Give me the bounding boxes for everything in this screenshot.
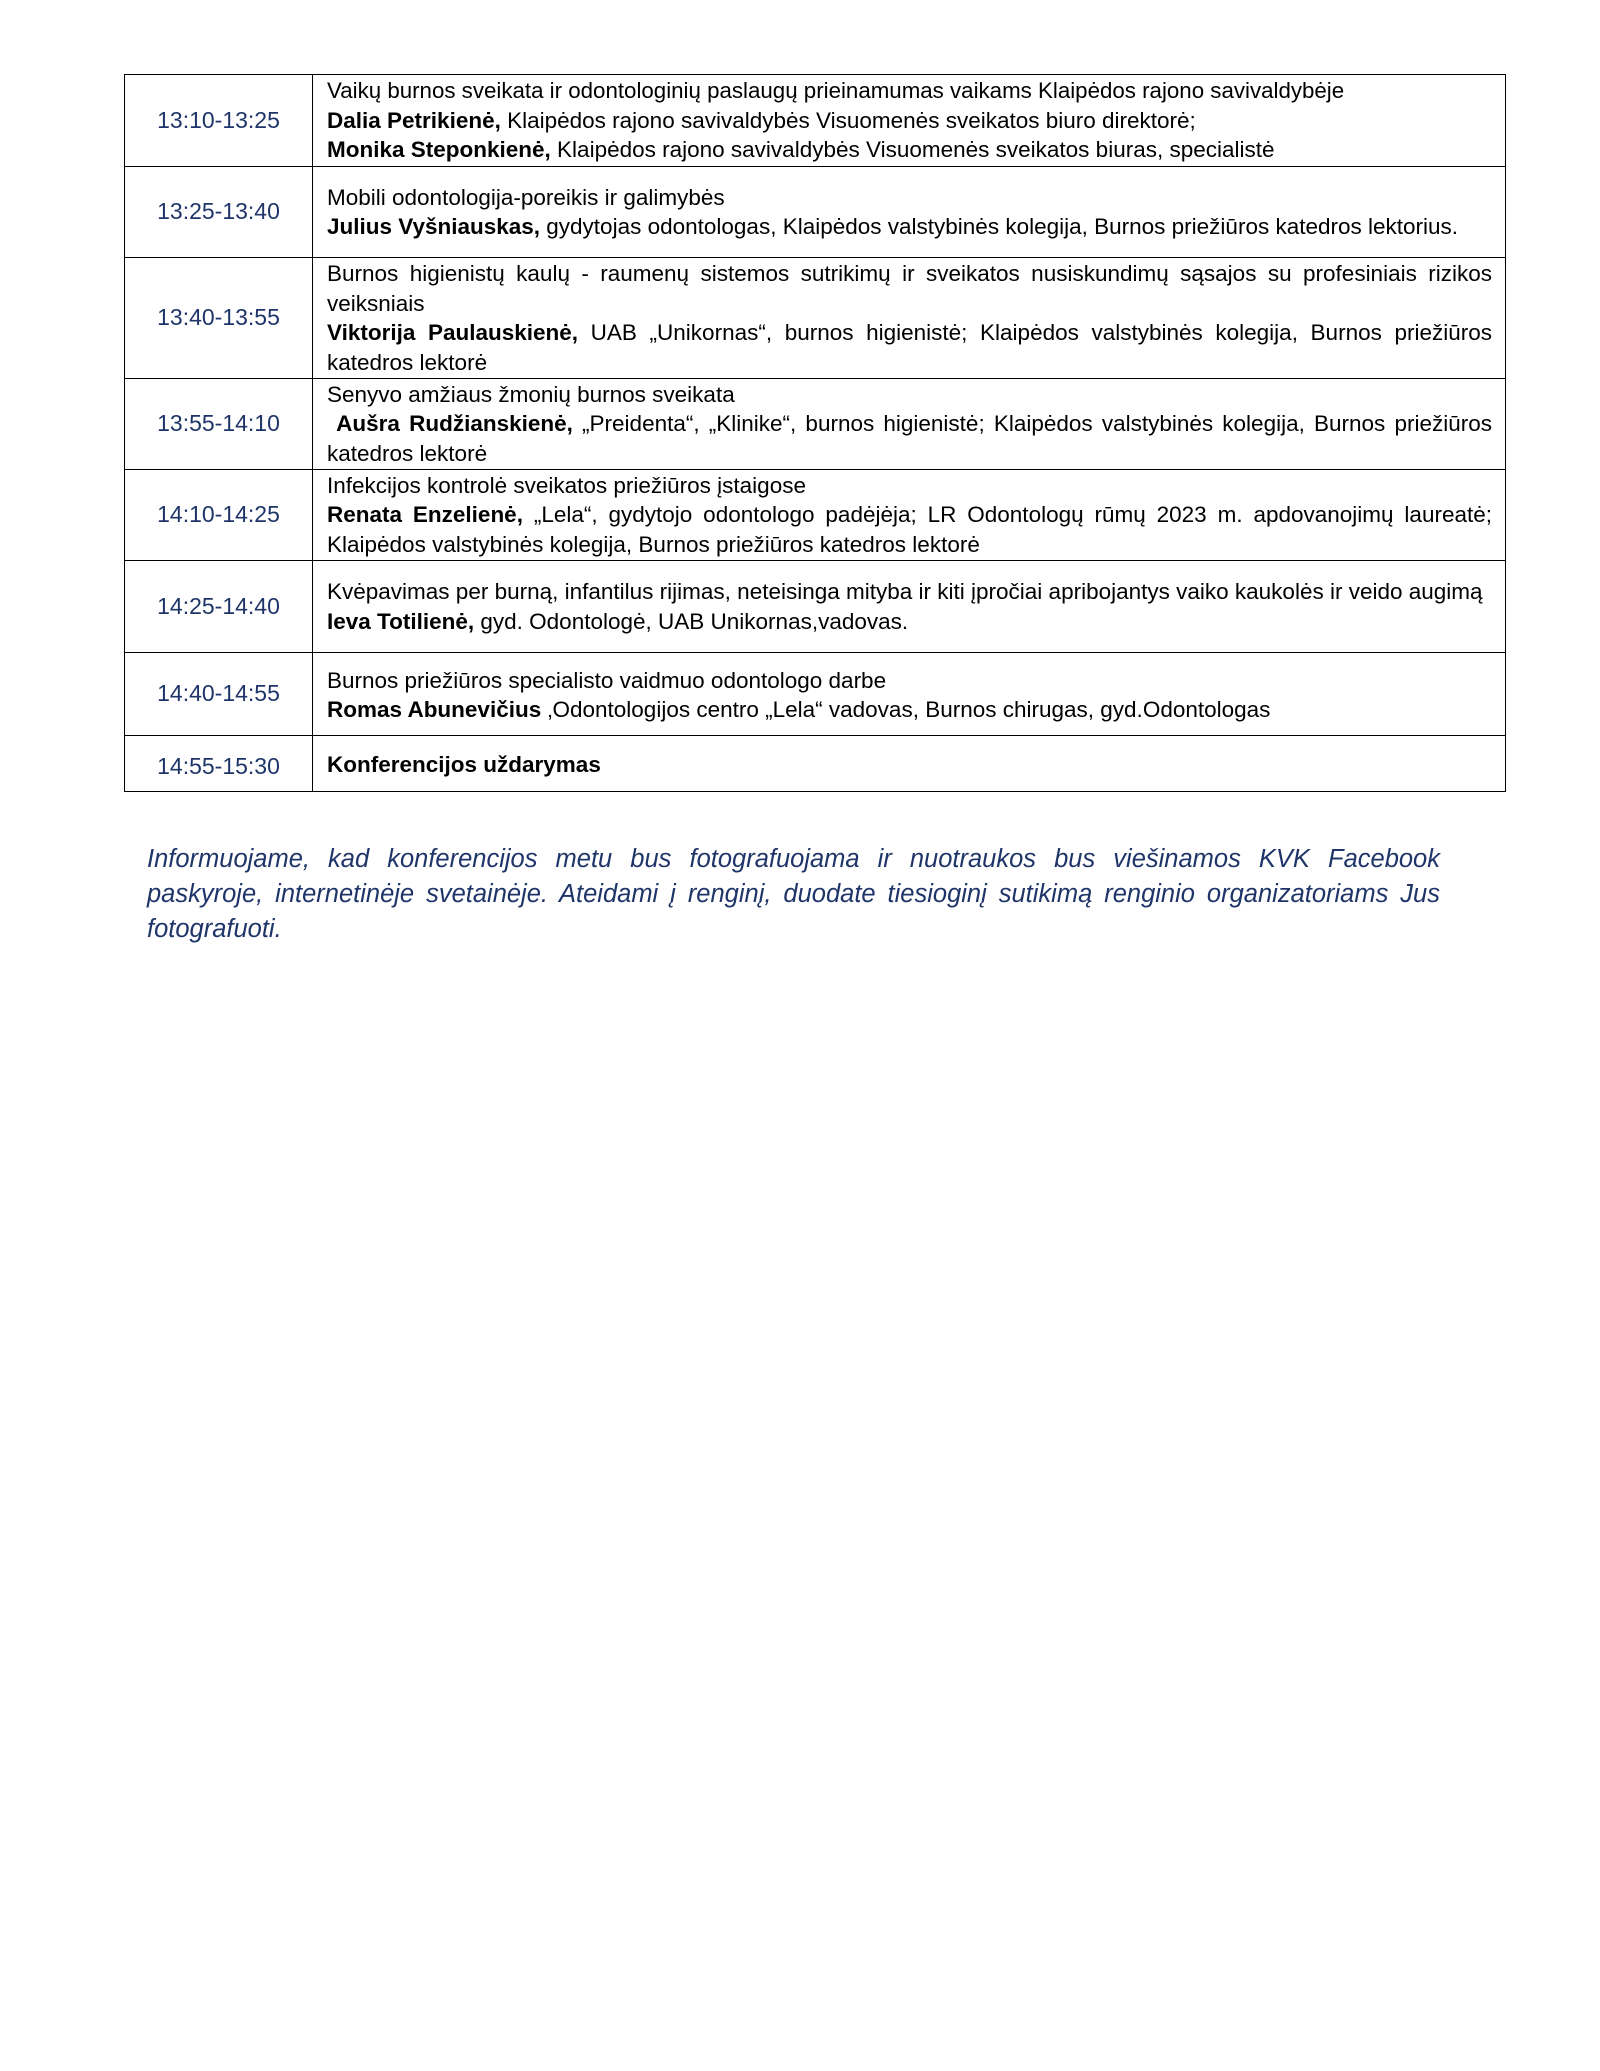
speaker-name: Viktorija Paulauskienė,: [327, 320, 579, 345]
agenda-row: [125, 75, 1506, 167]
speaker-desc: gydytojas odontologas, Klaipėdos valstybinės kolegija, Burnos priežiūros katedros lektorius.: [540, 214, 1459, 239]
speaker-desc: „Preidenta“, „Klinike“, burnos higienistė; Klaipėdos valstybinės kolegija, Burnos priežiūros katedros lektorė: [327, 411, 1499, 466]
agenda-table: [124, 74, 1506, 792]
speaker-name: Renata Enzelienė,: [327, 502, 523, 528]
agenda-topic: Burnos priežiūros specialisto vaidmuo odontologo darbe: [327, 667, 887, 693]
agenda-time: 14:10-14:25: [125, 470, 313, 561]
agenda-speaker-line: [327, 106, 1492, 136]
agenda-topic: Senyvo amžiaus žmonių burnos sveikata: [327, 381, 735, 407]
agenda-content: [313, 258, 1506, 379]
speaker-desc: UAB „Unikornas“, burnos higienistė; Klaipėdos valstybinės kolegija, Burnos priežiūros katedros lektorė: [327, 320, 1492, 375]
agenda-time: 14:40-14:55: [125, 653, 313, 736]
speaker-desc: ‚Odontologijos centro „Lela“ vadovas, Burnos chirugas, gyd.Odontologas: [541, 697, 1271, 722]
agenda-content: [313, 736, 1506, 792]
agenda-content: [313, 653, 1506, 736]
speaker-desc: „Lela“, gydytojo odontologo padėjėja; LR Odontologų rūmų 2023 m. apdovanojimų laureatė; Klaipėdos valstybinės kolegija, Burnos priežiūros katedros lektorė: [327, 502, 1492, 557]
conference-closing: Konferencijos uždarymas: [327, 752, 601, 778]
agenda-row: [125, 470, 1506, 561]
agenda-content: [313, 75, 1506, 167]
speaker-name: Ieva Totilienė,: [327, 608, 475, 634]
agenda-row: [125, 379, 1506, 470]
agenda-speaker-line: [327, 500, 1492, 559]
speaker-name: Julius Vyšniauskas,: [327, 214, 541, 239]
agenda-topic: Burnos higienistų kaulų - raumenų sistemos sutrikimų ir sveikatos nusiskundimų sąsajos su profesiniais rizikos veiksniais: [327, 261, 1492, 316]
agenda-speaker-line: [327, 212, 1492, 242]
agenda-topic: Vaikų burnos sveikata ir odontologinių paslaugų prieinamumas vaikams Klaipėdos rajono savivaldybėje: [327, 78, 1345, 104]
photography-notice: Informuojame, kad konferencijos metu bus fotografuojama ir nuotraukos bus viešinamos KVK Facebook paskyroje, internetinėje svetainėje. Ateidami į renginį, duodate tiesioginį sutikimą renginio organizatoriams Jus fotografuoti.: [147, 845, 1440, 943]
speaker-desc: gyd. Odontologė, UAB Unikornas,vadovas.: [474, 608, 909, 634]
agenda-topic: Kvėpavimas per burną, infantilus rijimas, neteisinga mityba ir kiti įpročiai apribojantys vaiko kaukolės ir veido augimą: [327, 579, 1483, 604]
agenda-content: [313, 167, 1506, 258]
speaker-name: Dalia Petrikienė,: [327, 107, 501, 133]
agenda-time: 13:40-13:55: [125, 258, 313, 379]
agenda-topic: Mobili odontologija-poreikis ir galimybės: [327, 184, 725, 210]
agenda-row: [125, 736, 1506, 792]
agenda-content: [313, 379, 1506, 470]
agenda-row: [125, 167, 1506, 258]
speaker-desc: Klaipėdos rajono savivaldybės Visuomenės sveikatos biuro direktorė;: [500, 107, 1196, 133]
agenda-time: 14:25-14:40: [125, 561, 313, 653]
speaker-name: Aušra Rudžianskienė,: [327, 411, 573, 437]
agenda-time: 13:55-14:10: [125, 379, 313, 470]
agenda-speaker-line: [327, 695, 1492, 725]
agenda-speaker-line: [327, 318, 1492, 377]
agenda-speaker-line: [327, 135, 1492, 165]
agenda-content: [313, 470, 1506, 561]
speaker-desc: Klaipėdos rajono savivaldybės Visuomenės sveikatos biuras, specialistė: [550, 137, 1275, 163]
agenda-speaker-line: [327, 409, 1499, 468]
agenda-content: [313, 561, 1506, 653]
agenda-time: 14:55-15:30: [125, 736, 313, 792]
agenda-speaker-line: [327, 607, 1492, 637]
speaker-name: Monika Steponkienė,: [327, 137, 551, 163]
agenda-row: [125, 561, 1506, 653]
speaker-name: Romas Abunevičius: [327, 697, 542, 722]
agenda-row: [125, 258, 1506, 379]
agenda-row: [125, 653, 1506, 736]
agenda-time: 13:25-13:40: [125, 167, 313, 258]
agenda-time: 13:10-13:25: [125, 75, 313, 167]
agenda-topic: Infekcijos kontrolė sveikatos priežiūros įstaigose: [327, 472, 806, 498]
